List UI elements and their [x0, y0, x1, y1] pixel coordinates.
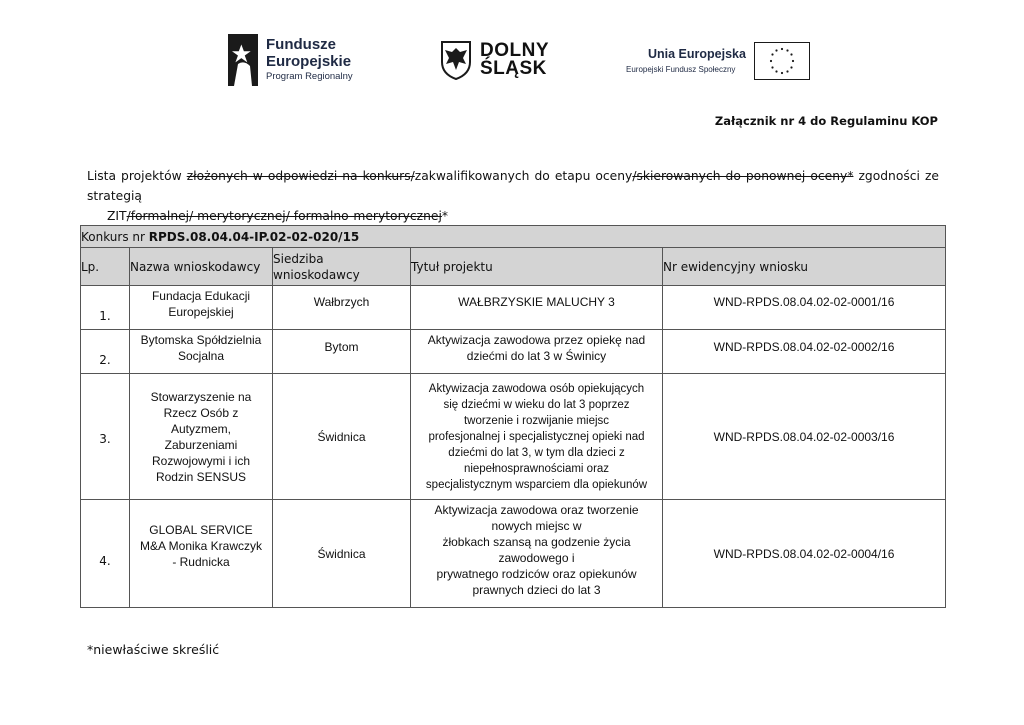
tytul-line: dziećmi do lat 3 w Świnicy [466, 349, 607, 363]
footnote: *niewłaściwe skreślić [87, 642, 220, 657]
tytul-line: niepełnosprawnościami oraz [463, 462, 610, 475]
tytul-line: WAŁBRZYSKIE MALUCHY 3 [458, 295, 615, 309]
fe-line1: Fundusze [266, 36, 336, 53]
row-siedziba: Świdnica [273, 374, 411, 500]
intro-strike-2: /skierowanych do ponownej oceny* [632, 169, 854, 183]
fe-line2: Europejskie [266, 53, 352, 70]
eu-line2: Europejski Fundusz Społeczny [626, 65, 736, 74]
table-row [81, 330, 946, 374]
intro-text-5: * [441, 209, 449, 223]
row-nazwa [130, 374, 273, 500]
header-nazwa: Nazwa wnioskodawcy [130, 248, 273, 286]
konkurs-row [81, 226, 946, 248]
row-nr: WND-RPDS.08.04.02-02-0001/16 [663, 286, 946, 330]
table-row [81, 374, 946, 500]
header-tytul: Tytuł projektu [411, 248, 663, 286]
row-lp-text: 1. [99, 309, 111, 323]
nazwa-line: Socjalna [177, 349, 225, 363]
nazwa-line: GLOBAL SERVICE [149, 523, 253, 537]
header-lp: Lp. [81, 248, 130, 286]
tytul-line: tworzenie i rozwijanie miejsc [463, 414, 610, 427]
tytul-line: profesjonalnej i specjalistycznej opieki nad [428, 430, 645, 443]
nazwa-line: Europejskiej [168, 305, 234, 319]
row-nazwa [130, 330, 273, 374]
eu-line1: Unia Europejska [648, 47, 746, 61]
dolny-slask-logo [440, 40, 560, 82]
konkurs-cell [81, 226, 946, 248]
eagle-crest-icon [440, 40, 472, 80]
tytul-line: prawnych dzieci do lat 3 [472, 583, 601, 597]
nazwa-line: Rodzin SENSUS [155, 469, 247, 484]
intro-text-1: Lista projektów [87, 169, 187, 183]
fe-star-emblem-icon [228, 34, 258, 86]
row-nr: WND-RPDS.08.04.02-02-0003/16 [663, 374, 946, 500]
row-nr: WND-RPDS.08.04.02-02-0002/16 [663, 330, 946, 374]
table-row [81, 500, 946, 608]
nazwa-line: - Rudnicka [172, 555, 230, 569]
attachment-heading: Załącznik nr 4 do Regulaminu KOP [714, 114, 938, 128]
tytul-line: się dziećmi w wieku do lat 3 poprzez [443, 398, 630, 411]
intro-line1 [87, 166, 939, 206]
intro-strike-1: złożonych w odpowiedzi na konkurs/ [186, 169, 415, 183]
row-tytul [411, 286, 663, 330]
row-tytul [411, 330, 663, 374]
row-nazwa [130, 500, 273, 608]
row-siedziba: Świdnica [273, 500, 411, 608]
nazwa-line: Bytomska Spółdzielnia [140, 333, 262, 347]
nazwa-line: Zaburzeniami [164, 437, 238, 452]
tytul-line: nowych miejsc w [491, 519, 582, 533]
unia-europejska-logo [626, 42, 816, 82]
intro-text-3: zgodności ze strategią [87, 169, 939, 203]
row-nr: WND-RPDS.08.04.02-02-0004/16 [663, 500, 946, 608]
row-lp-text: 4. [99, 553, 111, 568]
konkurs-label: Konkurs nr [81, 229, 149, 244]
row-lp-text: 2. [99, 353, 111, 367]
tytul-line: dziećmi do lat 3, w tym dla dzieci z [448, 446, 625, 459]
intro-line2 [87, 206, 939, 226]
row-nazwa [130, 286, 273, 330]
projects-table [80, 225, 946, 608]
tytul-line: zawodowego i [498, 551, 575, 565]
nazwa-line: M&A Monika Krawczyk [139, 539, 263, 553]
intro-paragraph [87, 166, 939, 226]
tytul-line: Aktywizacja zawodowa oraz tworzenie [434, 503, 639, 517]
tytul-line: Aktywizacja zawodowa przez opiekę nad [427, 333, 646, 347]
row-lp [81, 500, 130, 608]
header-siedziba: Siedziba wnioskodawcy [273, 248, 411, 286]
row-lp-text: 3. [99, 431, 111, 446]
nazwa-line: Rzecz Osób z [163, 405, 239, 420]
fundusze-europejskie-logo [228, 34, 368, 88]
row-lp [81, 286, 130, 330]
nazwa-line: Fundacja Edukacji [151, 289, 251, 303]
nazwa-line: Stowarzyszenie na [150, 389, 252, 404]
fe-line3: Program Regionalny [266, 71, 353, 82]
tytul-line: specjalistycznym wsparciem dla opiekunów [425, 478, 648, 491]
intro-text-4: ZIT [107, 209, 127, 223]
row-tytul [411, 374, 663, 500]
nazwa-line: Autyzmem, [170, 421, 231, 436]
tytul-line: prywatnego rodziców oraz opiekunów [436, 567, 637, 581]
intro-text-2: zakwalifikowanych do etapu oceny [414, 169, 633, 183]
tytul-line: Aktywizacja zawodowa osób opiekujących [428, 382, 645, 395]
tytul-line: żłobkach szansą na godzenie życia [442, 535, 631, 549]
row-siedziba: Bytom [273, 330, 411, 374]
nazwa-line: Rozwojowymi i ich [151, 453, 251, 468]
intro-strike-3: /formalnej/ merytorycznej/ formalno-merytorycznej [126, 209, 442, 223]
row-lp [81, 330, 130, 374]
table-row [81, 286, 946, 330]
header-nr: Nr ewidencyjny wniosku [663, 248, 946, 286]
konkurs-number: RPDS.08.04.04-IP.02-02-020/15 [148, 229, 360, 244]
row-lp [81, 374, 130, 500]
row-tytul [411, 500, 663, 608]
ds-line1: DOLNY [480, 40, 549, 61]
header-row [81, 248, 946, 286]
row-siedziba: Wałbrzych [273, 286, 411, 330]
eu-flag-icon [754, 42, 810, 80]
ds-line2: ŚLĄSK [480, 58, 547, 79]
